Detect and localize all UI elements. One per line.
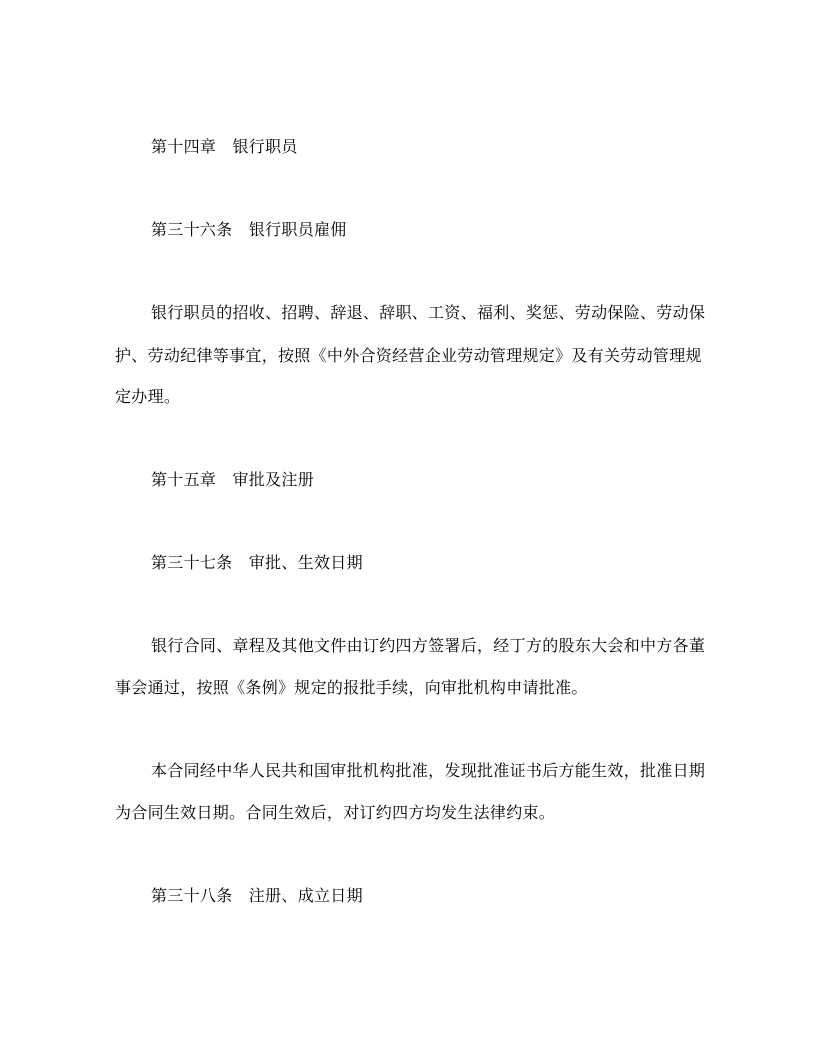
article-36-body-line-1: 银行职员的招收、招聘、辞退、辞职、工资、福利、奖惩、劳动保险、劳动保 — [151, 303, 706, 322]
chapter-15-heading: 第十五章 审批及注册 — [151, 470, 315, 489]
chapter-14-heading: 第十四章 银行职员 — [151, 137, 298, 156]
article-37-para-2-line-1: 本合同经中华人民共和国审批机构批准，发现批准证书后方能生效，批准日期 — [151, 761, 706, 780]
article-38-heading: 第三十八条 注册、成立日期 — [151, 886, 363, 905]
article-37-para-1-line-1: 银行合同、章程及其他文件由订约四方签署后，经丁方的股东大会和中方各董 — [151, 636, 706, 655]
article-37-para-2-line-2: 为合同生效日期。合同生效后，对订约四方均发生法律约束。 — [115, 803, 556, 822]
article-37-heading: 第三十七条 审批、生效日期 — [151, 553, 363, 572]
article-36-heading: 第三十六条 银行职员雇佣 — [151, 220, 347, 239]
article-36-body-line-2: 护、劳动纪律等事宜，按照《中外合资经营企业劳动管理规定》及有关劳动管理规 — [115, 346, 702, 365]
article-37-para-1-line-2: 事会通过，按照《条例》规定的报批手续，向审批机构申请批准。 — [115, 678, 588, 697]
article-36-body-line-3: 定办理。 — [115, 387, 181, 406]
